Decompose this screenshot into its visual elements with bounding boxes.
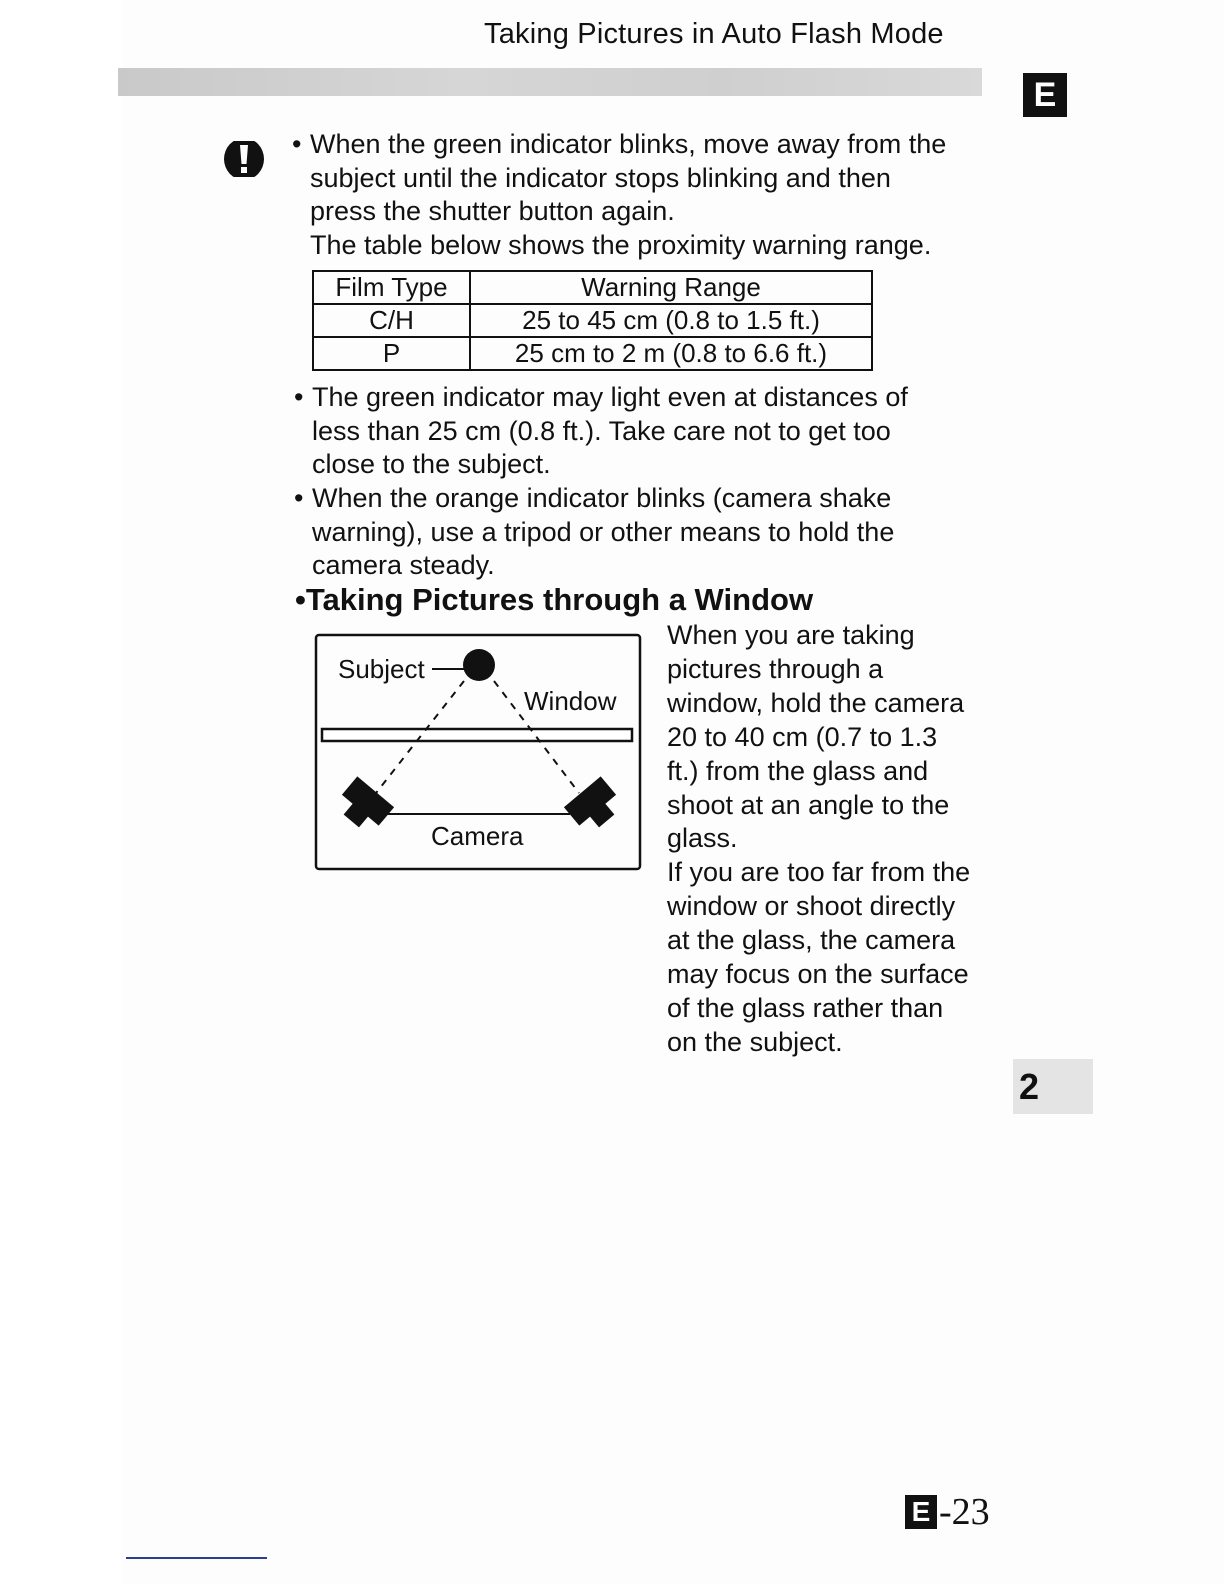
page-number (905, 1490, 990, 1534)
text-line: may focus on the surface (667, 959, 969, 990)
table-intro: The table below shows the proximity warning range. (310, 230, 932, 261)
col-film-type: Film Type (313, 271, 470, 304)
text-line: less than 25 cm (0.8 ft.). Take care not to get too (312, 415, 891, 446)
bullet-dot: • (292, 129, 302, 159)
table-cell: 25 to 45 cm (0.8 to 1.5 ft.) (470, 304, 872, 337)
bottom-rule (126, 1557, 267, 1559)
bullet-green-indicator (292, 128, 947, 263)
text-line: window, hold the camera (667, 687, 965, 718)
chapter-tab: 2 (1013, 1059, 1093, 1114)
text-line: of the glass rather than (667, 992, 944, 1023)
text-line: If you are too far from the (667, 857, 971, 888)
table-row (313, 304, 872, 337)
heading-text: Taking Pictures through a Window (305, 582, 814, 617)
bullet-dot: • (294, 483, 304, 513)
page-number-prefix: E (905, 1495, 937, 1529)
header-bar (118, 68, 982, 96)
table-cell: P (313, 337, 470, 370)
bullet-dot: • (294, 382, 304, 412)
table-cell: C/H (313, 304, 470, 337)
text-line: 20 to 40 cm (0.7 to 1.3 (667, 721, 938, 752)
subject-label: Subject (338, 654, 425, 684)
window-glass (322, 729, 632, 741)
table-row (313, 337, 872, 370)
window-diagram (314, 633, 642, 871)
heading-bullet: • (295, 582, 306, 617)
page-title: Taking Pictures in Auto Flash Mode (484, 18, 944, 50)
text-line: glass. (667, 823, 738, 854)
text-line: subject until the indicator stops blinking and then (310, 162, 891, 193)
window-label: Window (524, 686, 617, 716)
table-header-row (313, 271, 872, 304)
text-line: When the green indicator blinks, move away from the (310, 129, 947, 159)
text-line: ft.) from the glass and (667, 755, 929, 786)
bullet-camera-shake (294, 482, 895, 583)
bullet-close-distance (294, 381, 908, 482)
camera-label: Camera (431, 821, 524, 851)
camera-left-icon (333, 776, 394, 836)
subject-icon (463, 649, 495, 681)
text-line: pictures through a (667, 653, 884, 684)
page-margin (0, 0, 125, 1584)
section-heading (295, 582, 813, 618)
text-line: on the subject. (667, 1026, 843, 1057)
text-line: shoot at an angle to the (667, 789, 950, 820)
warning-range-table (312, 270, 873, 371)
text-line: The green indicator may light even at distances of (312, 382, 908, 412)
caution-icon (221, 135, 267, 183)
text-line: When you are taking (667, 620, 915, 650)
text-line: close to the subject. (312, 449, 551, 480)
text-line: press the shutter button again. (310, 196, 675, 227)
col-warning-range: Warning Range (470, 271, 872, 304)
page-number-value: -23 (939, 1491, 990, 1533)
language-tab: E (1023, 73, 1067, 117)
text-line: window or shoot directly (667, 891, 956, 922)
window-instructions (667, 619, 970, 1060)
text-line: warning), use a tripod or other means to hold the (312, 516, 895, 547)
text-line: camera steady. (312, 550, 495, 581)
text-line: at the glass, the camera (667, 925, 956, 956)
table-cell: 25 cm to 2 m (0.8 to 6.6 ft.) (470, 337, 872, 370)
text-line: When the orange indicator blinks (camera shake (312, 483, 892, 513)
